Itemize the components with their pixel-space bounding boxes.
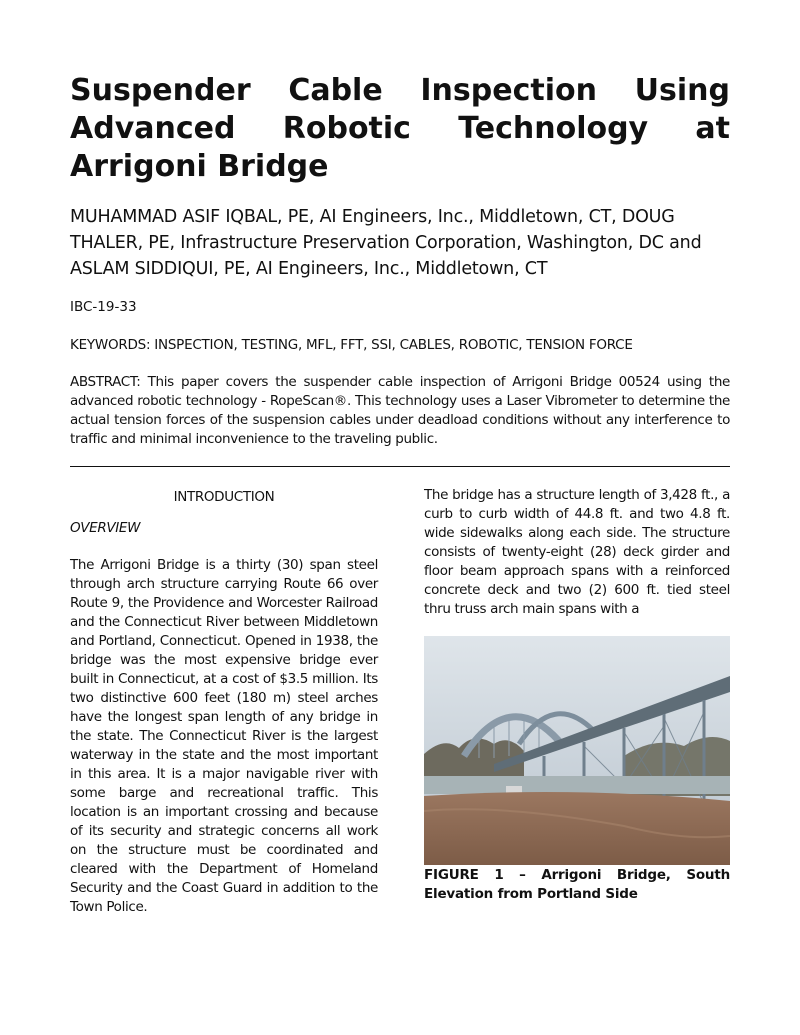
overview-heading: OVERVIEW [70,520,141,536]
paper-title: Suspender Cable Inspection Using Advanced Robotic Technology at Arrigoni Bridge [70,73,730,184]
bridge-photo [424,636,730,865]
river-bank [424,776,730,794]
author-list: MUHAMMAD ASIF IQBAL, PE, AI Engineers, Inc., Middletown, CT, DOUG THALER, PE, Infrastructure Preservation Corporation, Washington, DC and ASLAM SIDDIQUI, PE, AI Engineers, Inc., Middletown, CT [70,207,702,279]
left-column [70,486,378,917]
abstract: ABSTRACT: This paper covers the suspender cable inspection of Arrigoni Bridge 00524 using the advanced robotic technology - RopeScan®. This technology uses a Laser Vibrometer to determine the actual tension forces of the suspension cables under deadload conditions without any interference to traffic and minimal inconvenience to the traveling public. [70,374,730,447]
figure-caption: FIGURE 1 – Arrigoni Bridge, South Elevation from Portland Side [424,867,730,902]
paper-code: IBC-19-33 [70,299,137,315]
section-divider [70,466,730,467]
bridge-photo-illustration [424,636,730,865]
right-column-paragraph: The bridge has a structure length of 3,428 ft., a curb to curb width of 44.8 ft. and two 4.8 ft. wide sidewalks along each side. The structure consists of twenty-eight (28) deck girder and floor beam approach spans with a reinforced concrete deck and two (2) 600 ft. tied steel thru truss arch main spans with a [424,487,730,617]
keywords: KEYWORDS: INSPECTION, TESTING, MFL, FFT, SSI, CABLES, ROBOTIC, TENSION FORCE [70,337,633,353]
ground [424,792,730,865]
overview-paragraph: The Arrigoni Bridge is a thirty (30) span steel through arch structure carrying Route 66 over Route 9, the Providence and Worcester Railroad and the Connecticut River between Middletown and Portland, Connecticut. Opened in 1938, the bridge was the most expensive bridge ever built in Connecticut, at a cost of $3.5 million. Its two distinctive 600 feet (180 m) steel arches have the longest span length of any bridge in the state. The Connecticut River is the largest waterway in the state and the most important in this area. It is a major navigable river with some barge and recreational traffic. This location is an important crossing and because of its security and strategic concerns all work on the structure must be coordinated and cleared with the Department of Homeland Security and the Coast Guard in addition to the Town Police. [70,557,378,915]
introduction-heading: INTRODUCTION [173,489,275,505]
